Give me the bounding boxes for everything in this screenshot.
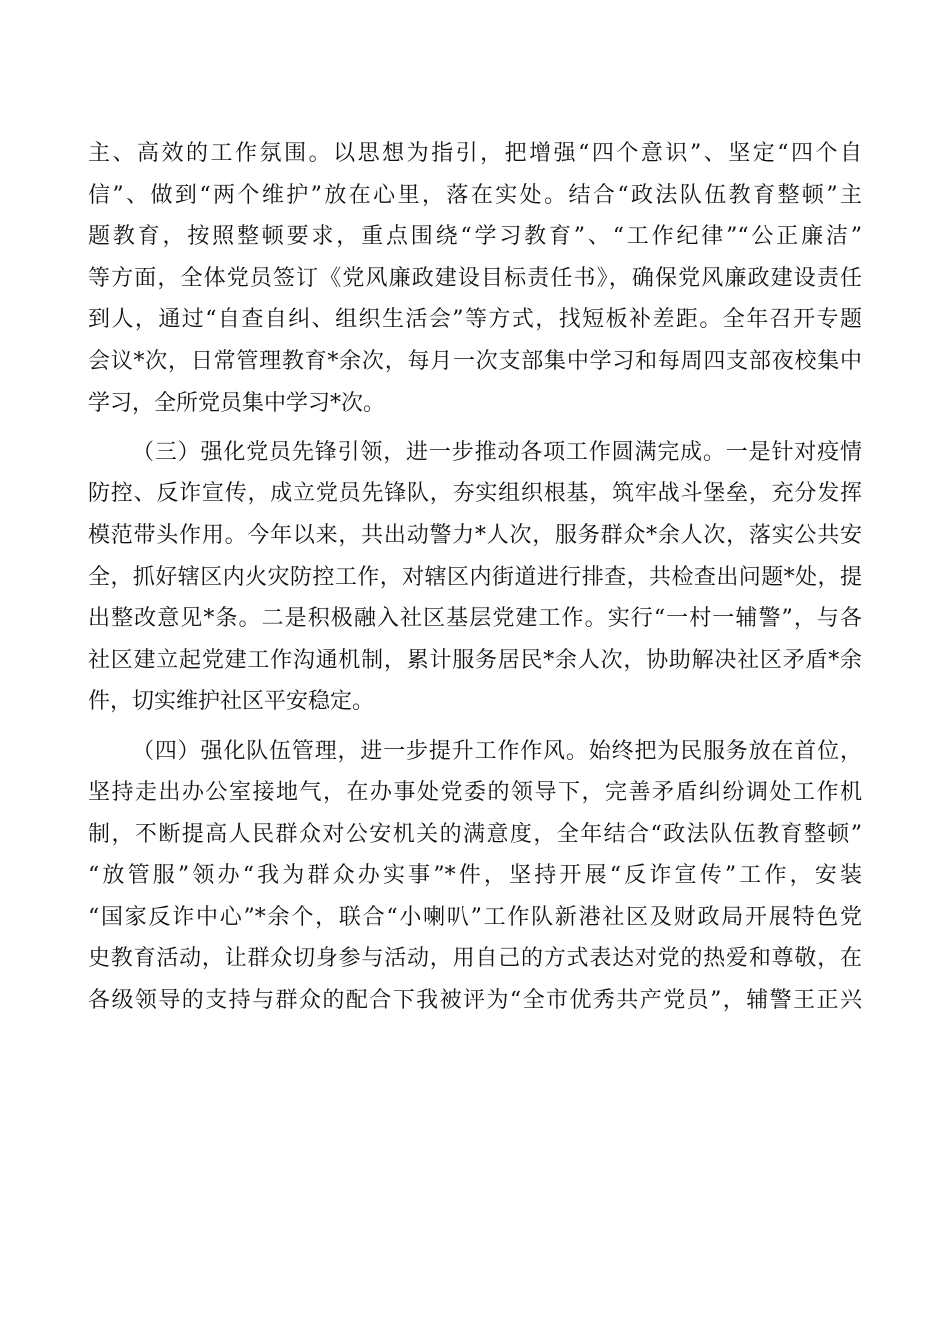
paragraph-3: [88, 731, 862, 1022]
text-line: 等方面，全体党员签订《党风廉政建设目标责任书》，确保党风廉政建设责任: [88, 265, 862, 291]
text-line: 题教育，按照整顿要求，重点围绕“学习教育”、“工作纪律”“公正廉洁”: [88, 224, 862, 250]
paragraph-2: [88, 432, 862, 723]
text-line: 坚持走出办公室接地气，在办事处党委的领导下，完善矛盾纠纷调处工作机: [88, 780, 862, 806]
text-line: 防控、反诈宣传，成立党员先锋队，夯实组织根基，筑牢战斗堡垒，充分发挥: [88, 481, 862, 507]
text-line: 各级领导的支持与群众的配合下我被评为“全市优秀共产党员”，辅警王正兴: [88, 988, 862, 1014]
text-line: 史教育活动，让群众切身参与活动，用自己的方式表达对党的热爱和尊敬，在: [88, 946, 862, 972]
text-line: 主、高效的工作氛围。以思想为指引，把增强“四个意识”、坚定“四个自: [88, 141, 862, 166]
text-line: 到人，通过“自查自纠、组织生活会”等方式，找短板补差距。全年召开专题: [88, 307, 862, 333]
text-line: 模范带头作用。今年以来，共出动警力*人次，服务群众*余人次，落实公共安: [88, 522, 862, 548]
text-line: “放管服”领办“我为群众办实事”*件，坚持开展“反诈宣传”工作，安装: [88, 863, 862, 889]
text-line: 制，不断提高人民群众对公安机关的满意度，全年结合“政法队伍教育整顿”: [88, 821, 862, 847]
text-line: 件，切实维护社区平安稳定。: [88, 689, 375, 715]
paragraph-gap: [88, 723, 862, 731]
text-line: 社区建立起党建工作沟通机制，累计服务居民*余人次，协助解决社区矛盾*余: [88, 647, 862, 673]
document-body: [88, 133, 862, 1022]
paragraph-1: [88, 133, 862, 424]
text-line: 会议*次，日常管理教育*余次，每月一次支部集中学习和每周四支部夜校集中: [88, 348, 862, 374]
text-line: 出整改意见*条。二是积极融入社区基层党建工作。实行“一村一辅警”，与各: [88, 606, 862, 632]
text-line: 学习，全所党员集中学习*次。: [88, 390, 386, 416]
text-line: 全，抓好辖区内火灾防控工作，对辖区内街道进行排查，共检查出问题*处，提: [88, 564, 862, 590]
text-line: （三）强化党员先锋引领，进一步推动各项工作圆满完成。一是针对疫情: [132, 439, 862, 465]
text-line: （四）强化队伍管理，进一步提升工作作风。始终把为民服务放在首位，: [132, 738, 862, 764]
paragraph-gap: [88, 424, 862, 432]
text-line: “国家反诈中心”*余个，联合“小喇叭”工作队新港社区及财政局开展特色党: [88, 904, 862, 930]
text-line: 信”、做到“两个维护”放在心里，落在实处。结合“政法队伍教育整顿”主: [88, 182, 862, 208]
